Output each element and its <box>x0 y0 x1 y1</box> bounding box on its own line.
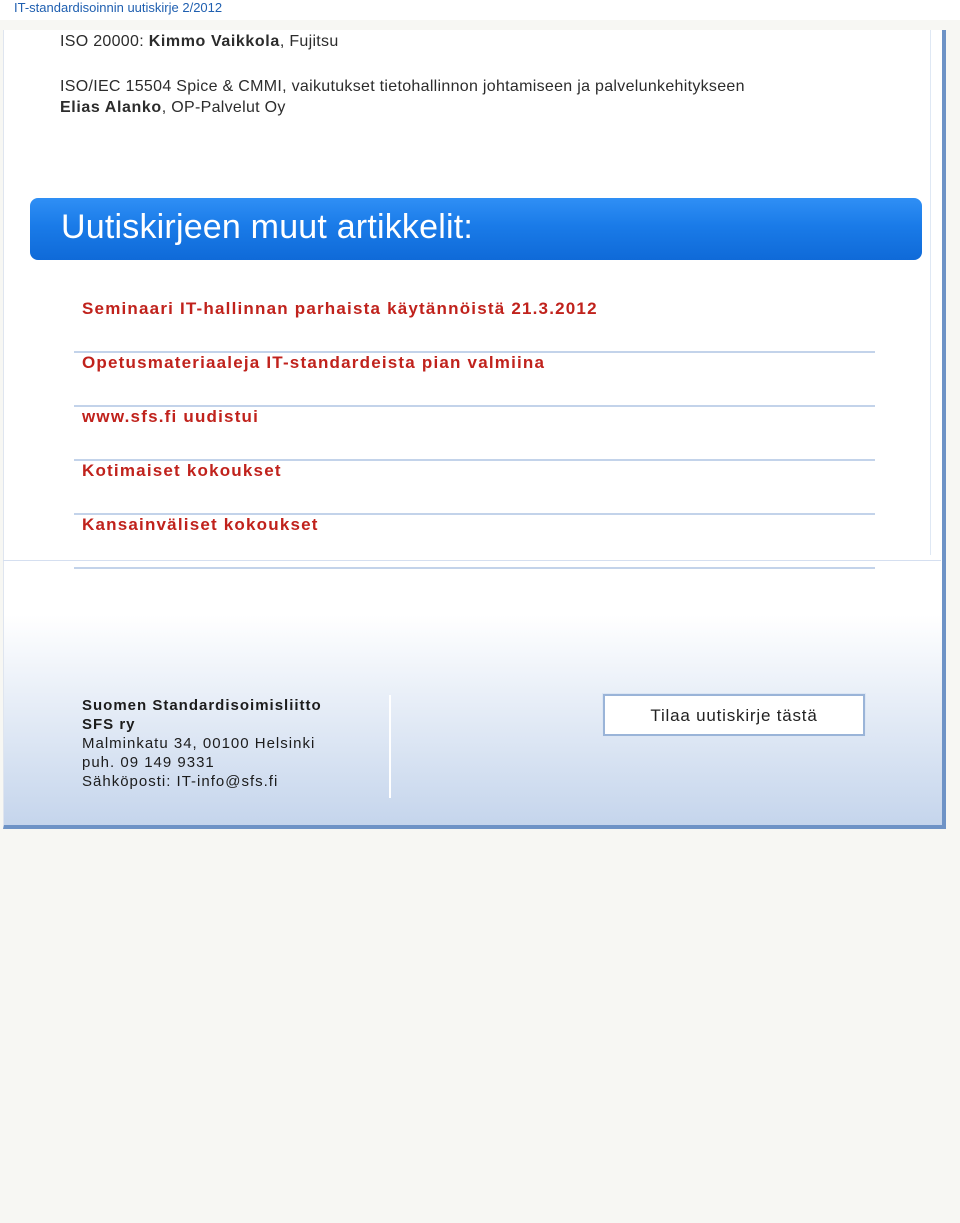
article-link-label: Kotimaiset kokoukset <box>82 461 282 480</box>
talk-iso20000 <box>60 33 339 51</box>
article-link-label: Opetusmateriaaleja IT-standardeista pian valmiina <box>82 353 546 372</box>
org-name: Suomen Standardisoimisliitto <box>82 697 322 714</box>
section-heading: Uutiskirjeen muut artikkelit: <box>61 208 474 246</box>
org-address: Malminkatu 34, 00100 Helsinki <box>82 735 316 752</box>
footer-divider <box>3 560 941 561</box>
subscribe-button[interactable] <box>603 694 865 736</box>
frame-inner-line <box>931 30 933 555</box>
footer-vertical-divider <box>389 695 391 798</box>
article-link-label: Seminaari IT-hallinnan parhaista käytännöistä 21.3.2012 <box>82 299 598 318</box>
org-phone: puh. 09 149 9331 <box>82 754 215 771</box>
document-title: IT-standardisoinnin uutiskirje 2/2012 <box>14 0 223 15</box>
talk-iso20000-speaker: Kimmo Vaikkola <box>148 33 280 50</box>
talk-iso20000-affiliation: , Fujitsu <box>279 33 339 50</box>
subscribe-button-label: Tilaa uutiskirje tästä <box>650 706 818 725</box>
org-short-name: SFS ry <box>82 716 136 733</box>
talk-spice-speaker: Elias Alanko <box>60 99 162 116</box>
article-link[interactable] <box>74 461 875 515</box>
article-link-label: www.sfs.fi uudistui <box>82 407 260 426</box>
article-link[interactable] <box>74 353 875 407</box>
talk-spice-title: ISO/IEC 15504 Spice & CMMI, vaikutukset tietohallinnon johtamiseen ja palvelunkehitykseen <box>60 78 745 95</box>
article-link[interactable] <box>74 299 875 353</box>
talk-spice-presenter <box>60 99 286 117</box>
org-email[interactable]: Sähköposti: IT-info@sfs.fi <box>82 773 279 790</box>
page-header <box>0 0 960 20</box>
talk-spice-affiliation: , OP-Palvelut Oy <box>161 99 286 116</box>
talk-iso20000-prefix: ISO 20000: <box>60 33 149 50</box>
article-link[interactable] <box>74 407 875 461</box>
article-link-label: Kansainväliset kokoukset <box>82 515 319 534</box>
